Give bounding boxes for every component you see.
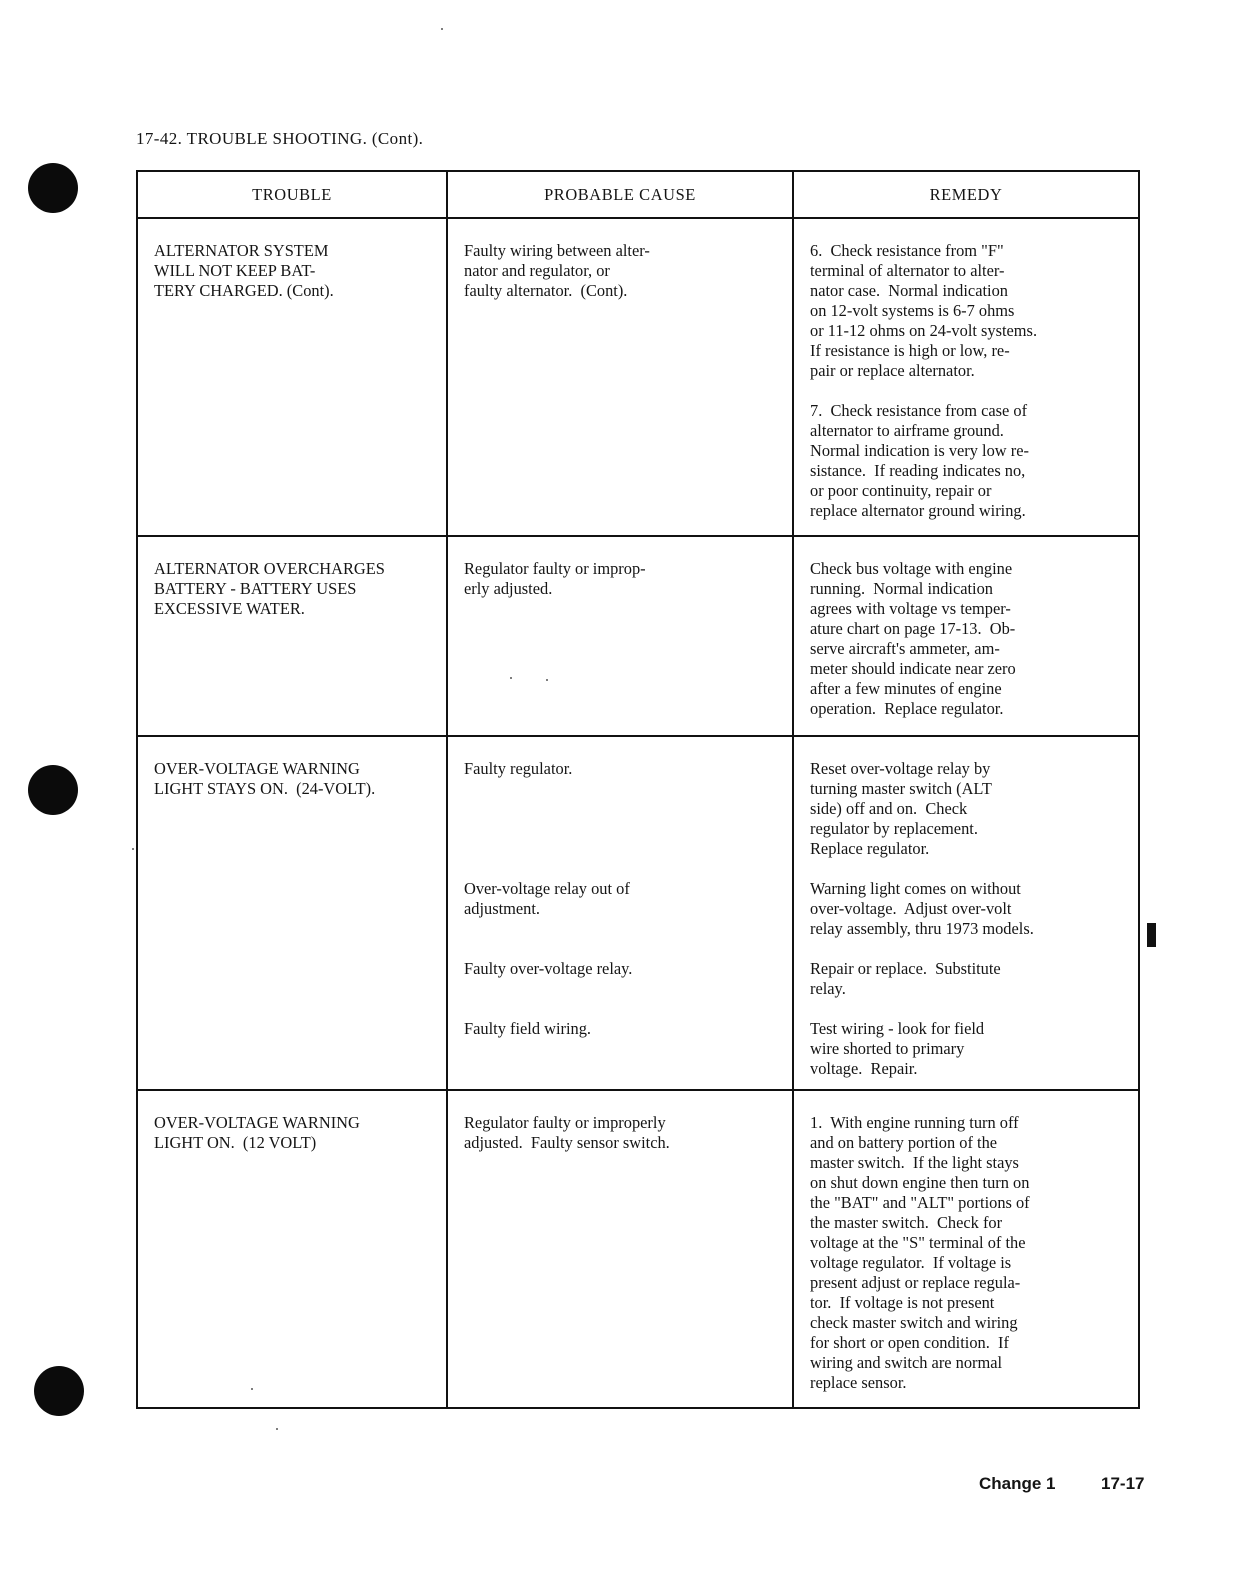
remedy-line: voltage. Repair. xyxy=(810,1059,918,1078)
trouble-cell xyxy=(137,536,447,736)
probable-cause-cell xyxy=(447,218,793,536)
remedy-line: relay. xyxy=(810,979,846,998)
cause-line: adjusted. Faulty sensor switch. xyxy=(464,1133,670,1152)
remedy-line: voltage regulator. If voltage is xyxy=(810,1253,1012,1272)
footer-change: Change 1 xyxy=(979,1474,1056,1493)
remedy-entry xyxy=(810,1019,1128,1079)
probable-cause-cell xyxy=(447,1090,793,1408)
trouble-line: TERY CHARGED. (Cont). xyxy=(154,281,334,300)
trouble-line: EXCESSIVE WATER. xyxy=(154,599,305,618)
remedy-line: ature chart on page 17-13. Ob- xyxy=(810,619,1016,638)
trouble-line: LIGHT ON. (12 VOLT) xyxy=(154,1133,317,1152)
remedy-line: operation. Replace regulator. xyxy=(810,699,1004,718)
scan-speck xyxy=(132,848,134,850)
entry-gap xyxy=(810,859,1128,879)
cause-line: Regulator faulty or improperly xyxy=(464,1113,666,1132)
trouble-shooting-table-container xyxy=(136,170,1138,1409)
table-header-row xyxy=(137,171,1139,218)
cause-entry xyxy=(464,1019,782,1079)
remedy-line: Repair or replace. Substitute xyxy=(810,959,1001,978)
cause-entry xyxy=(464,401,782,521)
cause-entry xyxy=(464,559,782,719)
cause-line: Regulator faulty or improp- xyxy=(464,559,646,578)
remedy-line: terminal of alternator to alter- xyxy=(810,261,1005,280)
remedy-line: wiring and switch are normal xyxy=(810,1353,1003,1372)
remedy-line: pair or replace alternator. xyxy=(810,361,975,380)
remedy-line: for short or open condition. If xyxy=(810,1333,1009,1352)
column-header-probable-cause: PROBABLE CAUSE xyxy=(447,171,793,218)
cause-line: Faulty regulator. xyxy=(464,759,573,778)
remedy-line: sistance. If reading indicates no, xyxy=(810,461,1026,480)
remedy-entry xyxy=(810,1113,1128,1393)
remedy-line: Test wiring - look for field xyxy=(810,1019,985,1038)
cause-entry xyxy=(464,241,782,381)
remedy-entry xyxy=(810,959,1128,999)
cause-entry xyxy=(464,959,782,999)
table-row xyxy=(137,218,1139,536)
remedy-line: check master switch and wiring xyxy=(810,1313,1018,1332)
remedy-line: serve aircraft's ammeter, am- xyxy=(810,639,1000,658)
cause-entry xyxy=(464,759,782,859)
remedy-line: wire shorted to primary xyxy=(810,1039,965,1058)
trouble-line: LIGHT STAYS ON. (24-VOLT). xyxy=(154,779,376,798)
remedy-line: the "BAT" and "ALT" portions of xyxy=(810,1193,1030,1212)
remedy-line: 1. With engine running turn off xyxy=(810,1113,1019,1132)
cause-line: Faulty wiring between alter- xyxy=(464,241,650,260)
remedy-line: after a few minutes of engine xyxy=(810,679,1002,698)
column-header-trouble: TROUBLE xyxy=(137,171,447,218)
remedy-line: meter should indicate near zero xyxy=(810,659,1016,678)
binder-hole-bottom xyxy=(34,1366,84,1416)
cause-line: Over-voltage relay out of xyxy=(464,879,630,898)
column-header-remedy: REMEDY xyxy=(793,171,1139,218)
scan-speck xyxy=(276,1428,278,1430)
binder-hole-top xyxy=(28,163,78,213)
remedy-line: Normal indication is very low re- xyxy=(810,441,1029,460)
remedy-line: voltage at the "S" terminal of the xyxy=(810,1233,1026,1252)
remedy-line: running. Normal indication xyxy=(810,579,993,598)
remedy-line: tor. If voltage is not present xyxy=(810,1293,995,1312)
cause-line: adjustment. xyxy=(464,899,541,918)
trouble-line: WILL NOT KEEP BAT- xyxy=(154,261,316,280)
remedy-entry xyxy=(810,879,1128,939)
table-row xyxy=(137,536,1139,736)
remedy-line: turning master switch (ALT xyxy=(810,779,992,798)
remedy-line: Check bus voltage with engine xyxy=(810,559,1013,578)
remedy-line: alternator to airframe ground. xyxy=(810,421,1004,440)
trouble-shooting-table xyxy=(136,170,1140,1409)
remedy-line: side) off and on. Check xyxy=(810,799,968,818)
remedy-line: or poor continuity, repair or xyxy=(810,481,992,500)
remedy-line: present adjust or replace regula- xyxy=(810,1273,1021,1292)
section-header: 17-42. TROUBLE SHOOTING. (Cont). xyxy=(136,129,424,148)
probable-cause-cell xyxy=(447,736,793,1090)
cause-line: faulty alternator. (Cont). xyxy=(464,281,628,300)
remedy-line: and on battery portion of the xyxy=(810,1133,998,1152)
remedy-line: on shut down engine then turn on xyxy=(810,1173,1030,1192)
remedy-line: 6. Check resistance from "F" xyxy=(810,241,1004,260)
entry-gap xyxy=(464,939,782,959)
remedy-line: agrees with voltage vs temper- xyxy=(810,599,1011,618)
remedy-entry xyxy=(810,759,1128,859)
entry-gap xyxy=(464,859,782,879)
remedy-line: replace sensor. xyxy=(810,1373,907,1392)
remedy-line: Warning light comes on without xyxy=(810,879,1021,898)
trouble-line: ALTERNATOR OVERCHARGES xyxy=(154,559,385,578)
table-body xyxy=(137,218,1139,1408)
remedy-line: replace alternator ground wiring. xyxy=(810,501,1026,520)
remedy-entry xyxy=(810,241,1128,381)
trouble-cell xyxy=(137,218,447,536)
remedy-cell xyxy=(793,736,1139,1090)
footer-page-number: 17-17 xyxy=(1101,1474,1145,1493)
entry-gap xyxy=(464,999,782,1019)
remedy-cell xyxy=(793,218,1139,536)
remedy-entry xyxy=(810,401,1128,521)
remedy-line: Replace regulator. xyxy=(810,839,930,858)
entry-gap xyxy=(810,939,1128,959)
remedy-cell xyxy=(793,1090,1139,1408)
cause-line: Faulty over-voltage relay. xyxy=(464,959,633,978)
remedy-line: nator case. Normal indication xyxy=(810,281,1008,300)
trouble-line: ALTERNATOR SYSTEM xyxy=(154,241,329,260)
cause-line: Faulty field wiring. xyxy=(464,1019,592,1038)
remedy-cell xyxy=(793,536,1139,736)
remedy-line: relay assembly, thru 1973 models. xyxy=(810,919,1034,938)
change-bar xyxy=(1147,923,1156,947)
remedy-line: the master switch. Check for xyxy=(810,1213,1003,1232)
entry-gap xyxy=(810,381,1128,401)
remedy-line: master switch. If the light stays xyxy=(810,1153,1019,1172)
remedy-line: on 12-volt systems is 6-7 ohms xyxy=(810,301,1015,320)
trouble-line: BATTERY - BATTERY USES xyxy=(154,579,357,598)
cause-line: erly adjusted. xyxy=(464,579,553,598)
trouble-line: OVER-VOLTAGE WARNING xyxy=(154,1113,360,1132)
cause-entry xyxy=(464,879,782,939)
probable-cause-cell xyxy=(447,536,793,736)
entry-gap xyxy=(810,999,1128,1019)
entry-gap xyxy=(464,381,782,401)
trouble-cell xyxy=(137,736,447,1090)
cause-line: nator and regulator, or xyxy=(464,261,610,280)
scan-speck xyxy=(441,28,443,30)
remedy-entry xyxy=(810,559,1128,719)
trouble-cell xyxy=(137,1090,447,1408)
remedy-line: Reset over-voltage relay by xyxy=(810,759,991,778)
binder-hole-middle xyxy=(28,765,78,815)
remedy-line: 7. Check resistance from case of xyxy=(810,401,1028,420)
remedy-line: regulator by replacement. xyxy=(810,819,978,838)
trouble-line: OVER-VOLTAGE WARNING xyxy=(154,759,360,778)
remedy-line: or 11-12 ohms on 24-volt systems. xyxy=(810,321,1038,340)
cause-entry xyxy=(464,1113,782,1393)
table-row xyxy=(137,1090,1139,1408)
table-row xyxy=(137,736,1139,1090)
remedy-line: over-voltage. Adjust over-volt xyxy=(810,899,1012,918)
remedy-line: If resistance is high or low, re- xyxy=(810,341,1010,360)
